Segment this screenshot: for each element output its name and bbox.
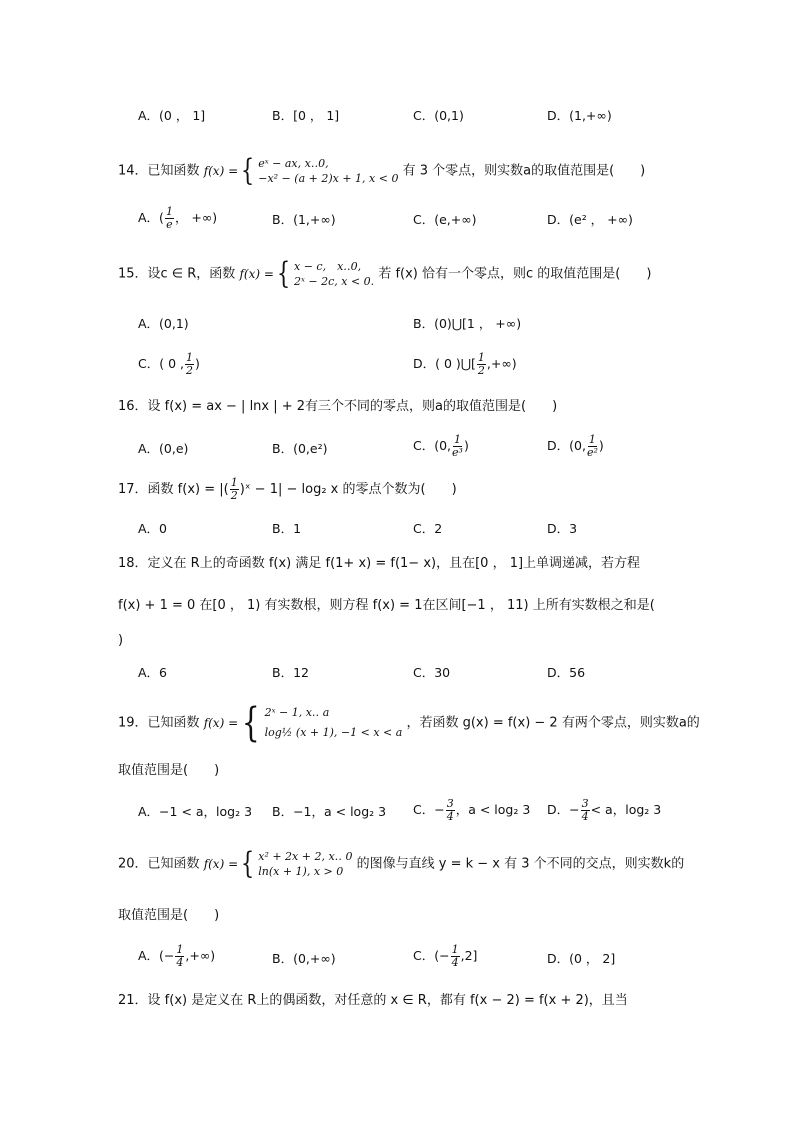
fraction	[185, 352, 194, 377]
cases	[265, 703, 403, 743]
question-19	[118, 700, 700, 746]
cases	[258, 156, 398, 186]
option-text: D．(0,	[547, 438, 586, 453]
option-c: C．2	[413, 521, 443, 536]
option-text: C．(−	[413, 948, 450, 963]
question-15	[118, 256, 652, 291]
function-label: f(x) =	[203, 164, 239, 178]
denominator: 2	[230, 489, 238, 502]
fraction	[587, 434, 598, 459]
case-2: 2ˣ − 2c, x < 0.	[294, 275, 375, 288]
question-text: 14．已知函数	[118, 163, 200, 179]
cases	[258, 849, 352, 879]
numerator: 1	[176, 943, 184, 956]
case-1: x − c, x‥0,	[294, 260, 362, 273]
option-c: C．30	[413, 665, 451, 680]
question-text: )ˣ − 1| − log₂ x 的零点个数为( )	[239, 482, 457, 497]
cases	[294, 259, 374, 289]
numerator: 1	[588, 433, 596, 446]
question-20	[118, 846, 685, 881]
option-d	[547, 798, 661, 823]
piecewise-function	[203, 846, 353, 881]
denominator: e³	[452, 446, 463, 459]
numerator: 1	[451, 943, 459, 956]
option-text: A．(−	[138, 948, 175, 963]
option-c	[413, 798, 530, 823]
option-text: D．( 0 )⋃[	[413, 356, 476, 371]
question-text: 20．已知函数	[118, 856, 200, 872]
case-2: log½ (x + 1), −1 < x < a	[264, 726, 403, 739]
option-text: ,+∞)	[185, 948, 216, 963]
question-20-line-2: 取值范围是( )	[118, 908, 220, 923]
piecewise-function	[203, 700, 403, 746]
piecewise-function	[203, 153, 399, 188]
question-18-line-1: 18．定义在 R上的奇函数 f(x) 满足 f(1+ x) = f(1− x)，且在[0 ， 1]上单调递减，若方程	[118, 556, 641, 571]
option-c	[138, 352, 200, 377]
question-16: 16．设 f(x) = ax − | lnx | + 2有三个不同的零点，则a的取值范围是( )	[118, 399, 558, 414]
option-b: B．1	[272, 521, 302, 536]
option-a: A．6	[138, 665, 168, 680]
option-text: ， +∞)	[174, 210, 218, 225]
question-text: ，若函数 g(x) = f(x) − 2 有两个零点，则实数a的	[406, 715, 700, 731]
question-14	[118, 153, 646, 188]
case-1: 2ˣ − 1, x‥ a	[264, 706, 330, 719]
option-b: B．(0)⋃[1 ， +∞)	[413, 316, 522, 331]
question-text: 若 f(x) 恰有一个零点，则c 的取值范围是( )	[378, 266, 652, 282]
option-text: C．−	[413, 802, 445, 817]
fraction	[175, 944, 184, 969]
denominator: e	[166, 218, 173, 231]
fraction	[581, 798, 590, 823]
numerator: 1	[477, 351, 485, 364]
case-2: −x² − (a + 2)x + 1, x < 0	[258, 172, 399, 185]
numerator: 3	[446, 797, 454, 810]
option-b: B．(0,+∞)	[272, 951, 336, 966]
option-d: D．(0 ， 2]	[547, 951, 616, 966]
question-text: 15．设c ∈ R，函数	[118, 266, 236, 282]
question-text: 有 3 个零点，则实数a的取值范围是( )	[402, 163, 646, 179]
question-19-line-2: 取值范围是( )	[118, 763, 220, 778]
denominator: 4	[446, 810, 454, 823]
denominator: 4	[451, 956, 459, 969]
brace: {	[241, 700, 260, 746]
option-a: A．−1 < a，log₂ 3	[138, 804, 253, 819]
denominator: e²	[586, 446, 598, 459]
brace: {	[241, 846, 255, 881]
option-text: ，a < log₂ 3	[455, 802, 531, 817]
question-18-line-3: )	[118, 633, 124, 648]
option-a: A．(0,e)	[138, 441, 189, 456]
function-label: f(x) =	[203, 716, 239, 730]
option-d: D．(e² ， +∞)	[547, 212, 633, 227]
option-d	[547, 434, 604, 459]
question-text: 17．函数 f(x) = |(	[118, 482, 229, 497]
option-text: ,+∞)	[486, 356, 517, 371]
option-text: D．−	[547, 802, 580, 817]
numerator: 3	[581, 797, 589, 810]
option-b: B．(1,+∞)	[272, 212, 336, 227]
option-text: C．(0,	[413, 438, 452, 453]
option-b: B．[0 ， 1]	[272, 108, 340, 123]
option-c: C．(e,+∞)	[413, 212, 477, 227]
case-1: x² + 2x + 2, x‥ 0	[258, 850, 353, 863]
fraction	[451, 944, 460, 969]
fraction	[446, 798, 455, 823]
option-text: )	[194, 356, 200, 371]
function-label: f(x) =	[239, 267, 274, 281]
option-b: B．(0,e²)	[272, 441, 328, 456]
fraction	[477, 352, 486, 377]
option-text: < a，log₂ 3	[590, 802, 662, 817]
option-text: )	[463, 438, 469, 453]
option-c	[413, 944, 477, 969]
case-1: eˣ − ax, x‥0,	[258, 157, 329, 170]
numerator: 1	[185, 351, 193, 364]
function-label: f(x) =	[203, 857, 239, 871]
numerator: 1	[165, 205, 173, 218]
option-b: B．12	[272, 665, 309, 680]
fraction	[452, 434, 463, 459]
option-text: )	[598, 438, 604, 453]
option-d: D．56	[547, 665, 586, 680]
question-18-line-2: f(x) + 1 = 0 在[0 ， 1) 有实数根，则方程 f(x) = 1在区间[−1 ， 11) 上所有实数根之和是(	[118, 598, 655, 613]
denominator: 4	[176, 956, 184, 969]
case-2: ln(x + 1), x > 0	[258, 865, 344, 878]
option-d: D．(1,+∞)	[547, 108, 612, 123]
fraction	[165, 206, 174, 231]
option-d	[413, 352, 517, 377]
option-d: D．3	[547, 521, 578, 536]
brace: {	[276, 256, 291, 291]
question-text: 的图像与直线 y = k − x 有 3 个不同的交点，则实数k的	[356, 856, 685, 872]
question-text: 19．已知函数	[118, 715, 200, 731]
option-a: A．0	[138, 521, 168, 536]
question-17	[118, 477, 457, 502]
option-text: ,2]	[460, 948, 478, 963]
option-a: A．(0 ， 1]	[138, 108, 206, 123]
fraction	[230, 477, 239, 502]
denominator: 4	[581, 810, 589, 823]
option-text: A．(	[138, 210, 164, 225]
option-text: C．( 0 ,	[138, 356, 184, 371]
option-a	[138, 944, 215, 969]
numerator: 1	[453, 433, 461, 446]
piecewise-function	[239, 256, 375, 291]
question-21: 21．设 f(x) 是定义在 R上的偶函数，对任意的 x ∈ R，都有 f(x − 2) = f(x + 2)，且当	[118, 993, 628, 1008]
option-a	[138, 206, 217, 231]
option-c	[413, 434, 469, 459]
option-b: B．−1，a < log₂ 3	[272, 804, 387, 819]
denominator: 2	[185, 364, 193, 377]
brace: {	[241, 153, 255, 188]
numerator: 1	[230, 476, 238, 489]
option-a: A．(0,1)	[138, 316, 189, 331]
denominator: 2	[477, 364, 485, 377]
option-c: C．(0,1)	[413, 108, 464, 123]
